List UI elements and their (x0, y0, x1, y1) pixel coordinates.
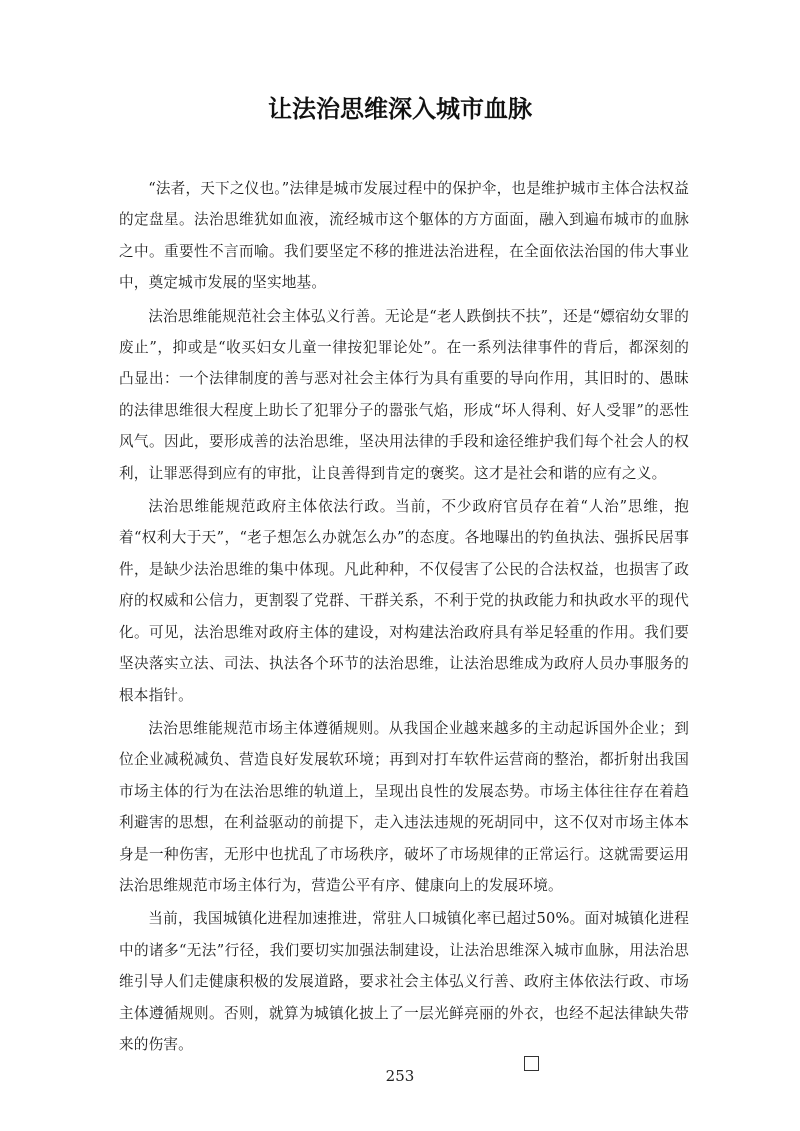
page-number: 253 (385, 1067, 415, 1085)
paragraph-market-subject: 法治思维能规范市场主体遵循规则。从我国企业越来越多的主动起诉国外企业；到位企业减税减负、营造良好发展软环境；再到对打车软件运营商的整治，都折射出我国市场主体的行为在法治思维的轨道上，呈现出良性的发展态势。市场主体往往存在着趋利避害的思想，在利益驱动的前提下，走入违法违规的死胡同中，这不仅对市场主体本身是一种伤害，无形中也扰乱了市场秩序，破坏了市场规律的正常运行。这就需要运用法治思维规范市场主体行为，营造公平有序、健康向上的发展环境。 (119, 719, 689, 894)
paragraph-intro: “法者，天下之仪也。”法律是城市发展过程中的保护伞，也是维护城市主体合法权益的定盘星。法治思维犹如血液，流经城市这个躯体的方方面面，融入到遍布城市的血脉之中。重要性不言而喻。我们要坚定不移的推进法治进程，在全面依法治国的伟大事业中，奠定城市发展的坚实地基。 (119, 180, 689, 292)
paragraph-government-subject: 法治思维能规范政府主体依法行政。当前，不少政府官员存在着“人治”思维，抱着“权利大于天”，“老子想怎么办就怎么办”的态度。各地曝出的钓鱼执法、强拆民居事件，是缺少法治思维的集中体现。凡此种种，不仅侵害了公民的合法权益，也损害了政府的权威和公信力，更割裂了党群、干群关系，不利于党的执政能力和执政水平的现代化。可见，法治思维对政府主体的建设，对构建法治政府具有举足轻重的作用。我们要坚决落实立法、司法、执法各个环节的法治思维，让法治思维成为政府人员办事服务的根本指针。 (119, 498, 689, 704)
document-body (119, 173, 689, 1062)
document-title: 让法治思维深入城市血脉 (268, 95, 532, 123)
paragraph-social-subject: 法治思维能规范社会主体弘义行善。无论是“老人跌倒扶不扶”，还是“嫖宿幼女罪的废止”，抑或是“收买妇女儿童一律按犯罪论处”。在一系列法律事件的背后，都深刻的凸显出：一个法律制度的善与恶对社会主体行为具有重要的导向作用，其旧时的、愚昧的法律思维很大程度上助长了犯罪分子的嚣张气焰，形成“坏人得利、好人受罪”的恶性风气。因此，要形成善的法治思维，坚决用法律的手段和途径维护我们每个社会人的权利，让罪恶得到应有的审批，让良善得到肯定的褒奖。这才是社会和谐的应有之义。 (119, 307, 689, 482)
paragraph-conclusion: 当前，我国城镇化进程加速推进，常驻人口城镇化率已超过50%。面对城镇化进程中的诸多“无法”行径，我们要切实加强法制建设，让法治思维深入城市血脉，用法治思维引导人们走健康积极的发展道路，要求社会主体弘义行善、政府主体依法行政、市场主体遵循规则。否则，就算为城镇化披上了一层光鲜亮丽的外衣，也经不起法律缺失带来的伤害。 (119, 910, 689, 1053)
